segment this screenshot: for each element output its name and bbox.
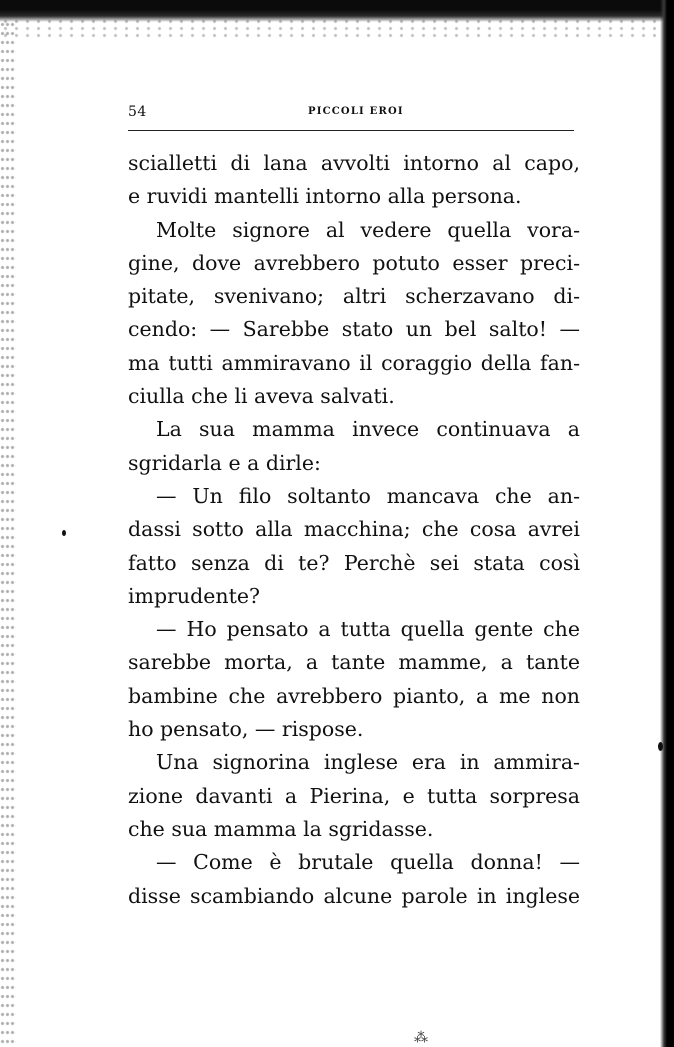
scan-right-edge <box>660 0 674 1047</box>
text-line: ciulla che li aveva salvati. <box>128 384 395 409</box>
page-number: 54 <box>128 104 147 120</box>
text-line: ho pensato, — rispose. <box>128 717 364 742</box>
text-line: e ruvidi mantelli intorno alla persona. <box>128 184 522 209</box>
scan-speck <box>62 530 66 536</box>
text-line: sgridarla e a dirle: <box>128 450 321 475</box>
text-line: Molte signore al vedere quella vora- <box>156 217 580 242</box>
text-line: dassi sotto alla macchina; che cosa avrei <box>128 517 580 542</box>
scan-footer-smudge: ⁂ <box>414 1030 427 1046</box>
text-line: sarebbe morta, a tante mamme, a tante <box>128 650 580 675</box>
text-line: ma tutti ammiravano il coraggio della fan- <box>128 350 580 375</box>
text-line: che sua mamma la sgridasse. <box>128 816 434 841</box>
text-line: — Ho pensato a tutta quella gente che <box>156 617 580 642</box>
running-title: PICCOLI EROI <box>308 106 404 117</box>
scan-top-noise <box>0 18 674 40</box>
text-line: disse scambiando alcune parole in inglese <box>128 883 580 908</box>
text-line: fatto senza di te? Perchè sei stata così <box>128 550 580 575</box>
text-line: zione davanti a Pierina, e tutta sorpresa <box>128 783 580 808</box>
text-line: gine, dove avrebbero potuto esser preci- <box>128 250 580 275</box>
text-line: La sua mamma invece continuava a <box>156 417 580 442</box>
text-line: imprudente? <box>128 583 260 608</box>
scan-speck <box>658 742 663 751</box>
text-line: scialletti di lana avvolti intorno al capo, <box>128 151 580 175</box>
text-line: pitate, svenivano; altri scherzavano di- <box>128 284 580 309</box>
book-page <box>128 100 580 908</box>
text-line: bambine che avrebbero pianto, a me non <box>128 683 580 708</box>
body-text <box>128 147 580 913</box>
text-line: — Un filo soltanto mancava che an- <box>156 483 580 508</box>
page-header <box>128 100 580 126</box>
text-line: — Come è brutale quella donna! — <box>156 850 580 875</box>
header-rule <box>128 130 574 131</box>
text-line: cendo: — Sarebbe stato un bel salto! — <box>128 317 580 342</box>
text-line: Una signorina inglese era in ammira- <box>156 750 580 775</box>
scan-left-edge <box>0 20 16 1047</box>
